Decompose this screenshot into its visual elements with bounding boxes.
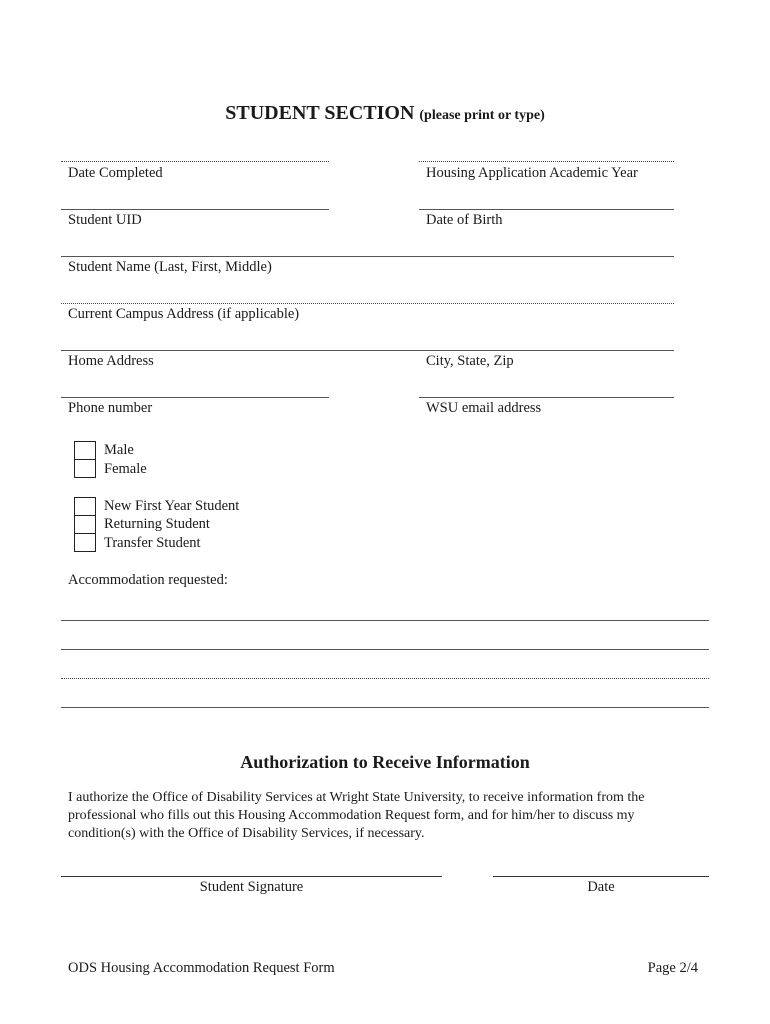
accommodation-line-1[interactable] (61, 620, 709, 621)
authorization-line-3: condition(s) with the Office of Disability Services, if necessary. (68, 826, 425, 841)
student-name-label: Student Name (Last, First, Middle) (68, 259, 272, 275)
male-checkbox[interactable] (74, 441, 96, 460)
phone-label: Phone number (68, 400, 153, 416)
student-signature-field[interactable] (61, 876, 442, 877)
campus-address-label: Current Campus Address (if applicable) (68, 306, 300, 322)
authorization-heading: Authorization to Receive Information (240, 752, 530, 772)
footer-form-name: ODS Housing Accommodation Request Form (68, 960, 335, 976)
signature-date-field[interactable] (493, 876, 709, 877)
student-uid-field[interactable] (61, 209, 329, 210)
authorization-line-1: I authorize the Office of Disability Services at Wright State University, to receive information from the (68, 790, 645, 805)
home-address-label: Home Address (68, 353, 154, 369)
returning-student-checkbox[interactable] (74, 515, 96, 534)
date-of-birth-field[interactable] (419, 209, 674, 210)
phone-field[interactable] (61, 397, 329, 398)
city-state-zip-label: City, State, Zip (426, 353, 514, 369)
section-title-note: (please print or type) (419, 108, 545, 123)
student-uid-label: Student UID (68, 212, 142, 228)
new-first-year-label: New First Year Student (104, 498, 240, 514)
academic-year-label: Housing Application Academic Year (426, 165, 638, 181)
campus-address-field[interactable] (61, 303, 674, 304)
student-name-field[interactable] (61, 256, 674, 257)
footer-page-number: Page 2/4 (647, 960, 698, 976)
date-of-birth-label: Date of Birth (426, 212, 503, 228)
academic-year-field[interactable] (419, 161, 674, 162)
accommodation-line-3[interactable] (61, 678, 709, 679)
accommodation-line-4[interactable] (61, 707, 709, 708)
female-label: Female (104, 461, 147, 477)
date-completed-label: Date Completed (68, 165, 163, 181)
student-signature-label: Student Signature (199, 879, 304, 895)
authorization-text (68, 789, 708, 843)
date-completed-field[interactable] (61, 161, 329, 162)
transfer-student-label: Transfer Student (104, 535, 201, 551)
email-label: WSU email address (426, 400, 542, 416)
accommodation-label: Accommodation requested: (68, 572, 228, 588)
female-checkbox[interactable] (74, 459, 96, 478)
section-title (0, 102, 770, 125)
transfer-student-checkbox[interactable] (74, 533, 96, 552)
authorization-line-2: professional who fills out this Housing Accommodation Request form, and for him/her to discuss my (68, 808, 635, 823)
section-title-main: STUDENT SECTION (225, 102, 415, 124)
returning-student-label: Returning Student (104, 516, 210, 532)
new-first-year-checkbox[interactable] (74, 497, 96, 516)
male-label: Male (104, 442, 134, 458)
signature-date-label: Date (587, 879, 615, 895)
accommodation-line-2[interactable] (61, 649, 709, 650)
email-field[interactable] (419, 397, 674, 398)
home-address-field[interactable] (61, 350, 674, 351)
